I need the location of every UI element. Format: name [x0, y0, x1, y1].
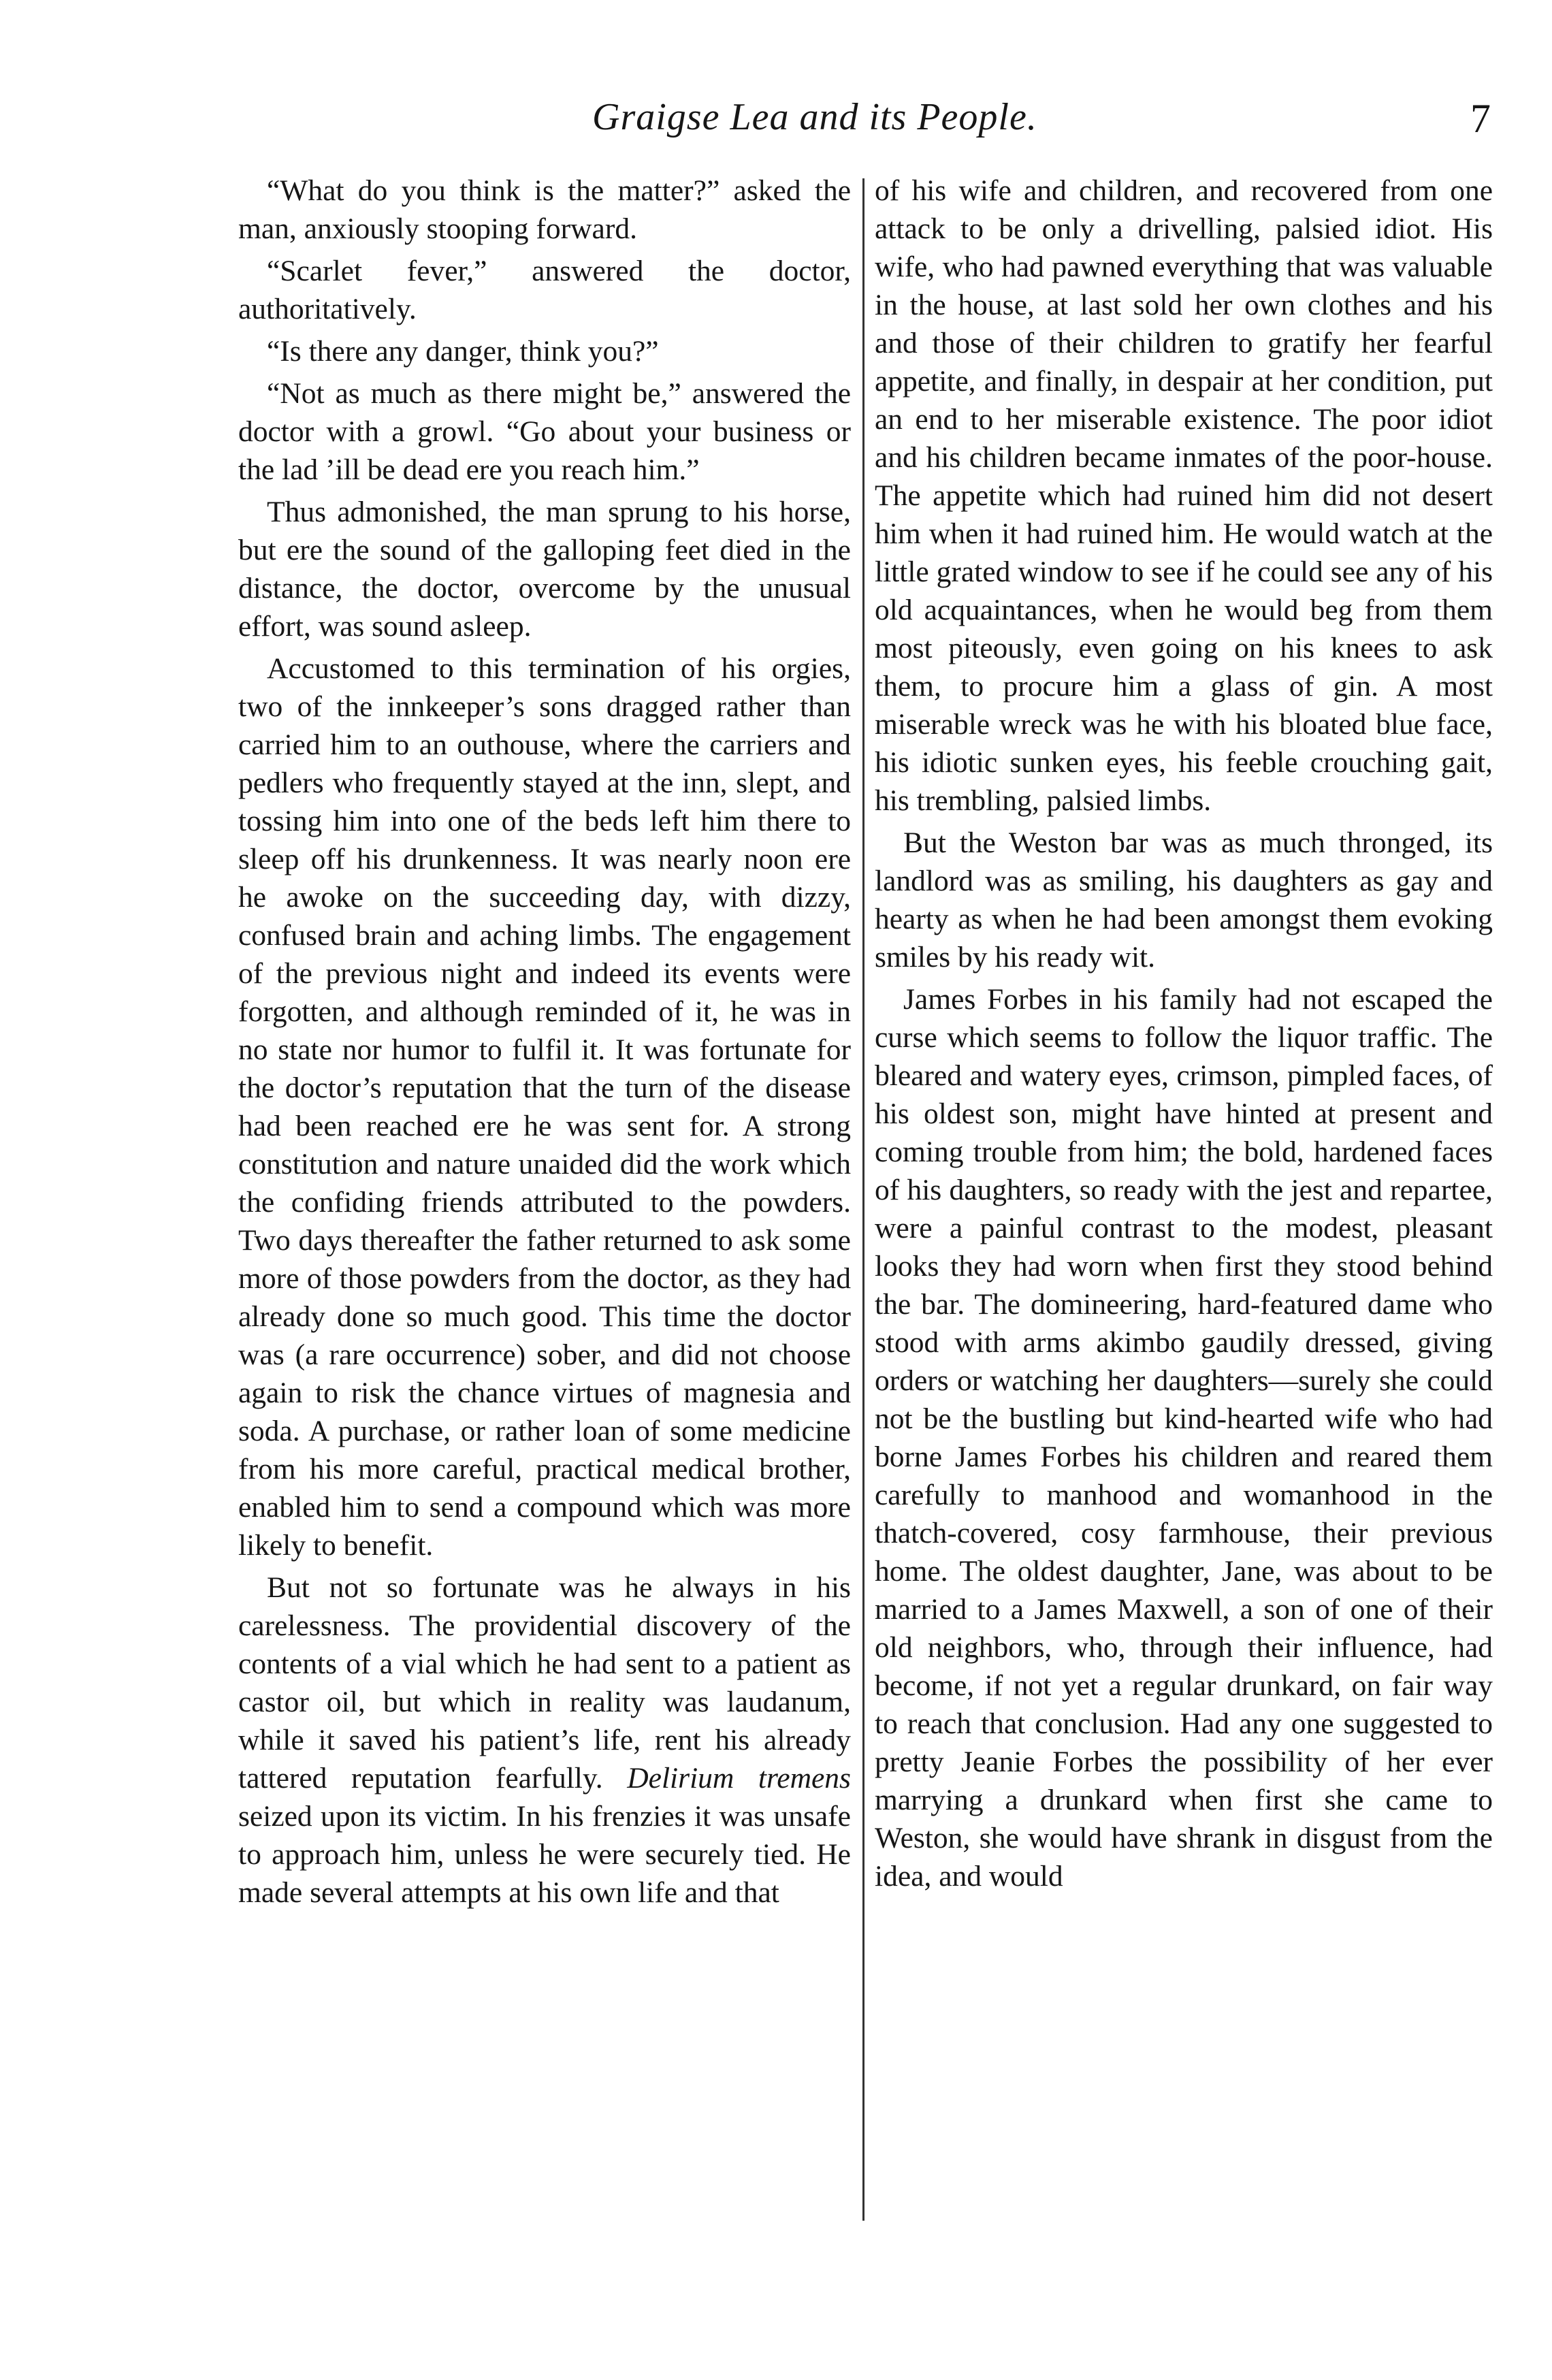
paragraph [238, 1569, 851, 1912]
running-header [238, 95, 1491, 157]
running-title: Graigse Lea and its People. [592, 96, 1037, 138]
paragraph: “Not as much as there might be,” answered the doctor with a growl. “Go about your business or the lad ’ill be dead ere you reach him.” [238, 377, 851, 486]
paragraph: “Is there any danger, think you?” [267, 335, 659, 368]
paragraph: James Forbes in his family had not escaped the curse which seems to follow the liquor traffic. The bleared and watery eyes, crimson, pimpled faces, of his oldest son, might have hinted at present and coming trouble from him; the bold, hardened faces of his daughters, so ready with the jest and repartee, were a painful contrast to the modest, pleasant looks they had worn when first they stood behind the bar. The domineering, hard-featured dame who stood with arms akimbo gaudily dressed, giving orders or watching her daughters—surely she could not be the bustling but kind-hearted wife who had borne James Forbes his children and reared them carefully to manhood and womanhood in the thatch-covered, cosy farmhouse, their previous home. The oldest daughter, Jane, was about to be married to a James Maxwell, a son of one of their old neighbors, who, through their influence, had become, if not yet a regular drunkard, on fair way to reach that conclusion. Had any one suggested to pretty Jeanie Forbes the possibility of her ever marrying a drunkard when first she came to Weston, she would have shrank in disgust from the idea, and would [875, 983, 1493, 1893]
text-run: But not so fortunate was he always in his carelessness. The providential discovery of the contents of a vial which he had sent to a patient as castor oil, but which in reality was laudanum, while it saved his patient’s life, rent his already tattered reputation fearfully. [238, 1571, 851, 1795]
page-number: 7 [1470, 96, 1491, 141]
paragraph-continued: of his wife and children, and recovered from one attack to be only a drivelling, palsied idiot. His wife, who had pawned everything that was valuable in the house, at last sold her own clothes and his and those of their children to gratify her fearful appetite, and finally, in despair at her condition, put an end to her miserable existence. The poor idiot and his children became inmates of the poor-house. The appetite which had ruined him did not desert him when it had ruined him. He would watch at the little grated window to see if he could see any of his old acquaintances, when he would beg from them most piteously, even going on his knees to ask them, to procure him a glass of gin. A most miserable wreck was he with his bloated blue face, his idiotic sunken eyes, his feeble crouching gait, his trembling, palsied limbs. [875, 174, 1493, 817]
left-column [238, 172, 851, 1916]
paragraph: Accustomed to this termination of his orgies, two of the innkeeper’s sons dragged rather than carried him to an outhouse, where the carriers and pedlers who frequently stayed at the inn, slept, and tossing him into one of the beds left him there to sleep off his drunkenness. It was nearly noon ere he awoke on the succeeding day, with dizzy, confused brain and aching limbs. The engagement of the previous night and indeed its events were forgotten, and although reminded of it, he was in no state nor humor to fulfil it. It was fortunate for the doctor’s reputation that the turn of the disease had been reached ere he was sent for. A strong constitution and nature unaided did the work which the confiding friends attributed to the powders. Two days thereafter the father returned to ask some more of those powders from the doctor, as they had already done so much good. This time the doctor was (a rare occurrence) sober, and did not choose again to risk the chance virtues of magnesia and soda. A purchase, or rather loan of some medicine from his more careful, practical medical brother, enabled him to send a compound which was more likely to benefit. [238, 652, 851, 1562]
paragraph: Thus admonished, the man sprung to his horse, but ere the sound of the galloping feet died in the distance, the doctor, overcome by the unusual effort, was sound asleep. [238, 496, 851, 643]
paragraph: “Scarlet fever,” answered the doctor, authoritatively. [238, 255, 851, 325]
paragraph: “What do you think is the matter?” asked the man, anxiously stooping forward. [238, 174, 851, 245]
text-run: seized upon its victim. In his frenzies it was unsafe to approach him, unless he were securely tied. He made several attempts at his own life and that [238, 1800, 851, 1909]
right-column [875, 172, 1493, 1899]
column-divider [862, 178, 864, 2221]
italic-phrase: Delirium tremens [627, 1762, 851, 1795]
paragraph: But the Weston bar was as much thronged, its landlord was as smiling, his daughters as gay and hearty as when he had been amongst them evoking smiles by his ready wit. [875, 826, 1493, 974]
